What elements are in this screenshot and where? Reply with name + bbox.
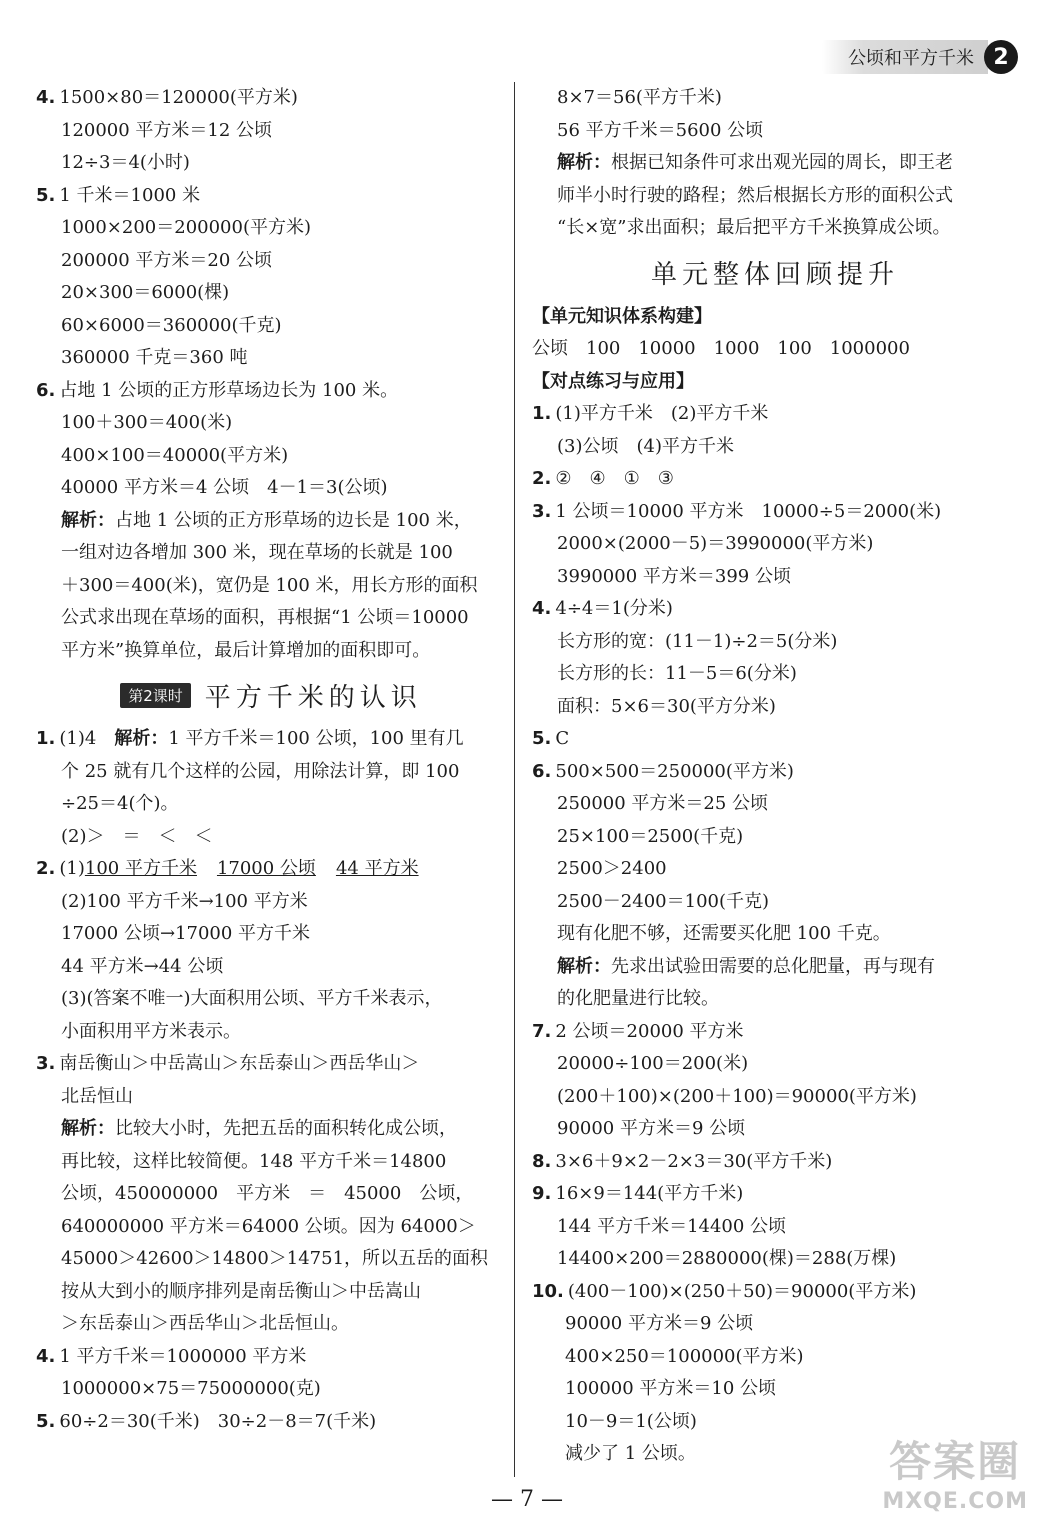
answer-line: 40000 平方米＝4 公顷 4－1＝3(公顷) xyxy=(61,477,388,498)
answer-line: 7. 2 公顷＝20000 平方米 xyxy=(532,1020,744,1042)
answer-line: 144 平方千米＝14400 公顷 xyxy=(557,1215,787,1237)
answer-line: 3. 南岳衡山＞中岳嵩山＞东岳泰山＞西岳华山＞ xyxy=(36,1053,420,1074)
answer-line: 4. 4÷4＝1(分米) xyxy=(532,598,673,619)
answer-line: 6. 500×500＝250000(平方米) xyxy=(532,760,794,782)
answer-line: 14400×200＝2880000(棵)＝288(万棵) xyxy=(557,1248,897,1269)
page-number: — 7 — xyxy=(491,1487,563,1512)
answer-line: 200000 平方米＝20 公顷 xyxy=(61,249,273,271)
answer-line: 2500－2400＝100(千克) xyxy=(557,890,770,912)
column-divider xyxy=(514,82,515,1477)
answer-line: 90000 平方米＝9 公顷 xyxy=(557,1118,746,1139)
analysis-line: 师半小时行驶的路程；然后根据长方形的面积公式 xyxy=(557,184,953,206)
answer-line: 25×100＝2500(千克) xyxy=(557,825,744,847)
answer-line: 北岳恒山 xyxy=(61,1085,133,1107)
analysis-line: ＋300＝400(米)，宽仍是 100 米，用长方形的面积 xyxy=(61,574,478,596)
review-heading: 单元整体回顾提升 xyxy=(650,260,899,290)
answer-line: 90000 平方米＝9 公顷 xyxy=(565,1313,754,1334)
answer-line: 3. 1 公顷＝10000 平方米 10000÷5＝2000(米) xyxy=(532,500,942,522)
answer-line: 面积：5×6＝30(平方分米) xyxy=(557,695,776,717)
knowledge-line: 公顷 100 10000 1000 100 1000000 xyxy=(532,338,910,359)
answer-line: 4. 1500×80＝120000(平方米) xyxy=(36,87,298,108)
chapter-title: 公顷和平方千米 xyxy=(822,40,988,74)
analysis-line: ＞东岳泰山＞西岳华山＞北岳恒山。 xyxy=(61,1313,349,1334)
answer-line: ÷25＝4(个)。 xyxy=(61,793,179,814)
answer-line: 250000 平方米＝25 公顷 xyxy=(557,793,769,814)
answer-line: (2)＞ ＝ ＜ ＜ xyxy=(61,825,213,847)
answer-line: 个 25 就有几个这样的公园，用除法计算，即 100 xyxy=(61,760,460,782)
lesson-heading xyxy=(36,673,506,717)
answer-line: 长方形的长：11－5＝6(分米) xyxy=(557,663,797,684)
answer-line: 44 平方米→44 公顷 xyxy=(61,955,224,977)
knowledge-heading: 【单元知识体系构建】 xyxy=(532,305,712,327)
answer-line: 56 平方千米＝5600 公顷 xyxy=(557,119,764,141)
analysis-line: 平方米”换算单位，最后计算增加的面积即可。 xyxy=(61,639,431,661)
watermark-bottom: MXQE.COM xyxy=(882,1489,1028,1514)
answer-line: 减少了 1 公顷。 xyxy=(565,1443,696,1464)
analysis-line: 解析：根据已知条件可求出观光园的周长，即王老 xyxy=(557,152,953,173)
answer-line: 10. (400－100)×(250＋50)＝90000(平方米) xyxy=(532,1280,917,1302)
unit-number-badge: 2 xyxy=(984,40,1018,74)
analysis-line: 公顷，450000000 平方米 ＝ 45000 公顷， xyxy=(61,1183,474,1204)
answer-line: (3)公顷 (4)平方千米 xyxy=(557,435,734,457)
answer-line: 8. 3×6＋9×2－2×3＝30(平方千米) xyxy=(532,1150,833,1172)
analysis-line: 公式求出现在草场的面积，再根据“1 公顷＝10000 xyxy=(61,607,469,628)
answer-line: 5. 1 千米＝1000 米 xyxy=(36,184,201,206)
answer-line: 400×250＝100000(平方米) xyxy=(565,1345,804,1367)
analysis-line: 解析：先求出试验田需要的总化肥量，再与现有 xyxy=(557,955,935,977)
answer-line: 2. ② ④ ① ③ xyxy=(532,468,674,489)
watermark-logo xyxy=(882,1429,1028,1514)
answer-line: 4. 1 平方千米＝1000000 平方米 xyxy=(36,1345,307,1367)
lesson-title: 平方千米的认识 xyxy=(204,682,422,713)
left-column xyxy=(36,82,506,1438)
answer-line: 8×7＝56(平方千米) xyxy=(557,87,722,108)
analysis-line: 按从大到小的顺序排列是南岳衡山＞中岳嵩山 xyxy=(61,1280,421,1302)
analysis-line: 一组对边各增加 300 米，现在草场的长就是 100 xyxy=(61,542,453,563)
answer-line: 120000 平方米＝12 公顷 xyxy=(61,119,273,141)
answer-line: 2500＞2400 xyxy=(557,858,667,879)
answer-line: (3)(答案不唯一)大面积用公顷、平方千米表示， xyxy=(61,988,443,1009)
answer-line: 长方形的宽：(11－1)÷2＝5(分米) xyxy=(557,630,838,652)
answer-line: 400×100＝40000(平方米) xyxy=(61,444,289,466)
answer-line: 1000000×75＝75000000(克) xyxy=(61,1378,321,1399)
answer-line: 5. C xyxy=(532,728,570,749)
practice-heading: 【对点练习与应用】 xyxy=(532,370,694,392)
answer-line: 60×6000＝360000(千克) xyxy=(61,314,282,336)
analysis-line: 640000000 平方米＝64000 公顷。因为 64000＞ xyxy=(61,1215,476,1237)
analysis-line: 解析：比较大小时，先把五岳的面积转化成公顷， xyxy=(61,1118,457,1139)
analysis-line: 再比较，这样比较简便。148 平方千米＝14800 xyxy=(61,1150,447,1172)
answer-line: 6. 占地 1 公顷的正方形草场边长为 100 米。 xyxy=(36,379,399,401)
right-column xyxy=(532,82,1018,1471)
answer-line: 100＋300＝400(米) xyxy=(61,412,233,433)
analysis-line: 45000＞42600＞14800＞14751，所以五岳的面积 xyxy=(61,1248,489,1269)
analysis-line: 的化肥量进行比较。 xyxy=(557,988,719,1009)
answer-line: 小面积用平方米表示。 xyxy=(61,1020,241,1042)
answer-line: 3990000 平方米＝399 公顷 xyxy=(557,565,791,587)
page-header xyxy=(822,38,1018,76)
answer-line: 20000÷100＝200(米) xyxy=(557,1053,749,1074)
answer-line: (2)100 平方千米→100 平方米 xyxy=(61,890,308,912)
lesson-badge: 第2课时 xyxy=(120,683,191,708)
answer-line: 360000 千克＝360 吨 xyxy=(61,347,248,368)
answer-line: 10－9＝1(公顷) xyxy=(565,1410,697,1432)
answer-line: 2. (1)100 平方千米 17000 公顷 44 平方米 xyxy=(36,858,419,879)
answer-line: 20×300＝6000(棵) xyxy=(61,282,230,303)
answer-line: 100000 平方米＝10 公顷 xyxy=(565,1378,777,1399)
answer-line: 1000×200＝200000(平方米) xyxy=(61,217,312,238)
analysis-line: “长×宽”求出面积；最后把平方千米换算成公顷。 xyxy=(557,217,951,238)
answer-line: 17000 公顷→17000 平方千米 xyxy=(61,923,311,944)
answer-line: 1. (1)平方千米 (2)平方千米 xyxy=(532,403,769,424)
analysis-line: 解析：占地 1 公顷的正方形草场的边长是 100 米， xyxy=(61,509,472,531)
answer-line: 2000×(2000－5)＝3990000(平方米) xyxy=(557,533,874,554)
watermark-top: 答案圈 xyxy=(889,1437,1022,1486)
answer-line: (200＋100)×(200＋100)＝90000(平方米) xyxy=(557,1085,917,1107)
answer-line: 1. (1)4 解析：1 平方千米＝100 公顷，100 里有几 xyxy=(36,728,464,749)
answer-line: 9. 16×9＝144(平方千米) xyxy=(532,1183,744,1204)
answer-line: 现有化肥不够，还需要买化肥 100 千克。 xyxy=(557,923,891,944)
answer-line: 12÷3＝4(小时) xyxy=(61,152,190,173)
answer-line: 5. 60÷2＝30(千米) 30÷2－8＝7(千米) xyxy=(36,1410,377,1432)
